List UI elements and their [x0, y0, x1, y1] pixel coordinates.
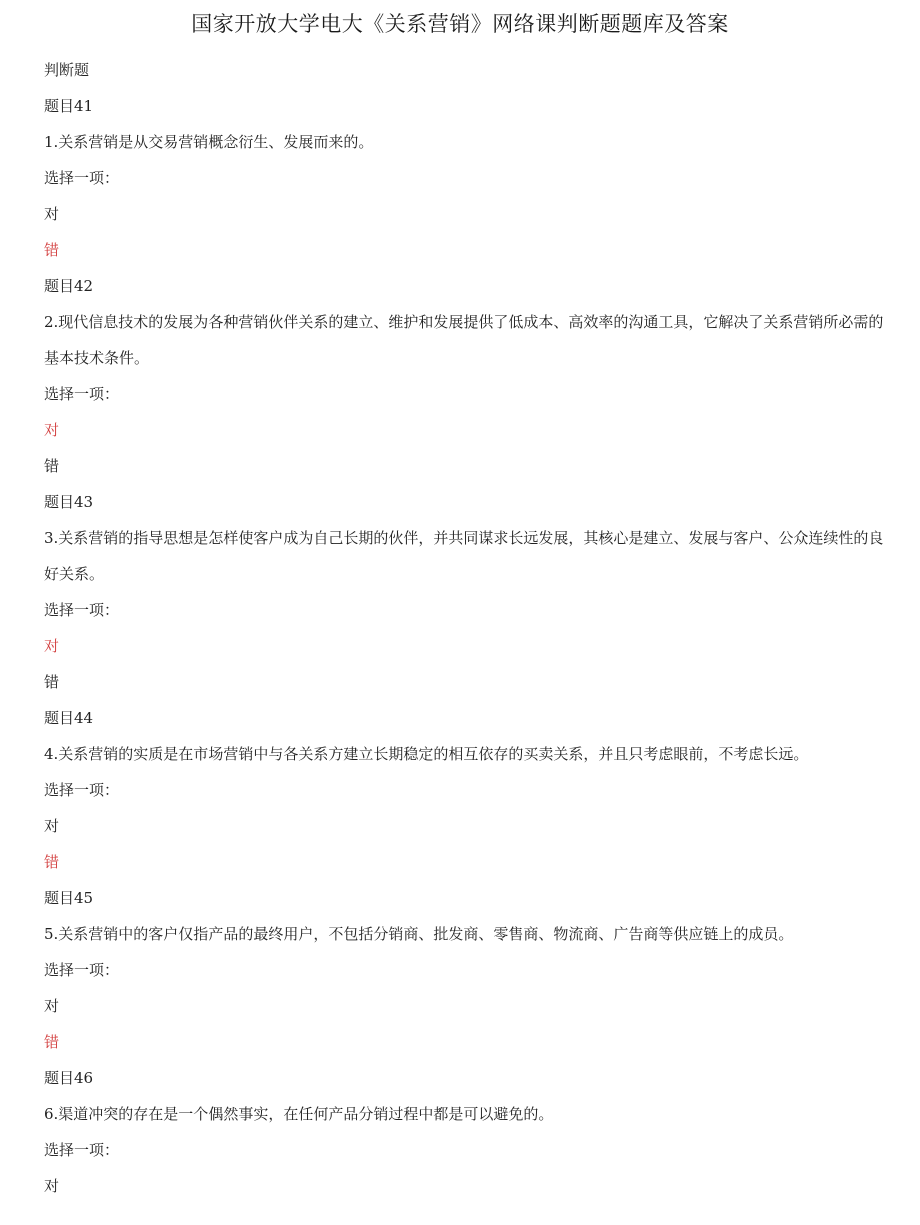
question-block [44, 484, 884, 700]
question-block [44, 880, 884, 1060]
document-content [44, 52, 884, 1204]
option-false-correct[interactable]: 错 [44, 853, 60, 871]
choice-prompt: 选择一项： [44, 1141, 120, 1159]
choice-prompt: 选择一项： [44, 385, 120, 403]
option-true[interactable]: 对 [44, 1177, 60, 1195]
option-true[interactable]: 对 [44, 817, 60, 835]
option-true-correct[interactable]: 对 [44, 637, 60, 655]
choice-prompt: 选择一项： [44, 781, 120, 799]
question-heading: 题目44 [44, 709, 94, 727]
choice-prompt: 选择一项： [44, 601, 120, 619]
question-text: 3.关系营销的指导思想是怎样使客户成为自己长期的伙伴，并共同谋求长远发展，其核心是建立、发展与客户、公众连续性的良好关系。 [44, 529, 884, 583]
question-text: 1.关系营销是从交易营销概念衍生、发展而来的。 [44, 133, 374, 151]
question-heading: 题目42 [44, 277, 94, 295]
question-text: 6.渠道冲突的存在是一个偶然事实，在任何产品分销过程中都是可以避免的。 [44, 1105, 554, 1123]
question-heading: 题目43 [44, 493, 94, 511]
option-true[interactable]: 对 [44, 997, 60, 1015]
document-title: 国家开放大学电大《关系营销》网络课判断题题库及答案 [191, 12, 729, 36]
option-false-correct[interactable]: 错 [44, 241, 60, 259]
question-heading: 题目45 [44, 889, 94, 907]
question-heading: 题目46 [44, 1069, 94, 1087]
option-true-correct[interactable]: 对 [44, 421, 60, 439]
option-false[interactable]: 错 [44, 457, 60, 475]
choice-prompt: 选择一项： [44, 961, 120, 979]
option-false[interactable]: 错 [44, 673, 60, 691]
question-block [44, 268, 884, 484]
question-text: 5.关系营销中的客户仅指产品的最终用户，不包括分销商、批发商、零售商、物流商、广告商等供应链上的成员。 [44, 925, 794, 943]
option-false-correct[interactable]: 错 [44, 1033, 60, 1051]
option-true[interactable]: 对 [44, 205, 60, 223]
question-block [44, 88, 884, 268]
choice-prompt: 选择一项： [44, 169, 120, 187]
question-block [44, 700, 884, 880]
section-label: 判断题 [44, 61, 90, 79]
question-heading: 题目41 [44, 97, 94, 115]
question-text: 4.关系营销的实质是在市场营销中与各关系方建立长期稳定的相互依存的买卖关系，并且只考虑眼前，不考虑长远。 [44, 745, 809, 763]
question-block [44, 1060, 884, 1204]
question-text: 2.现代信息技术的发展为各种营销伙伴关系的建立、维护和发展提供了低成本、高效率的沟通工具，它解决了关系营销所必需的基本技术条件。 [44, 313, 884, 367]
